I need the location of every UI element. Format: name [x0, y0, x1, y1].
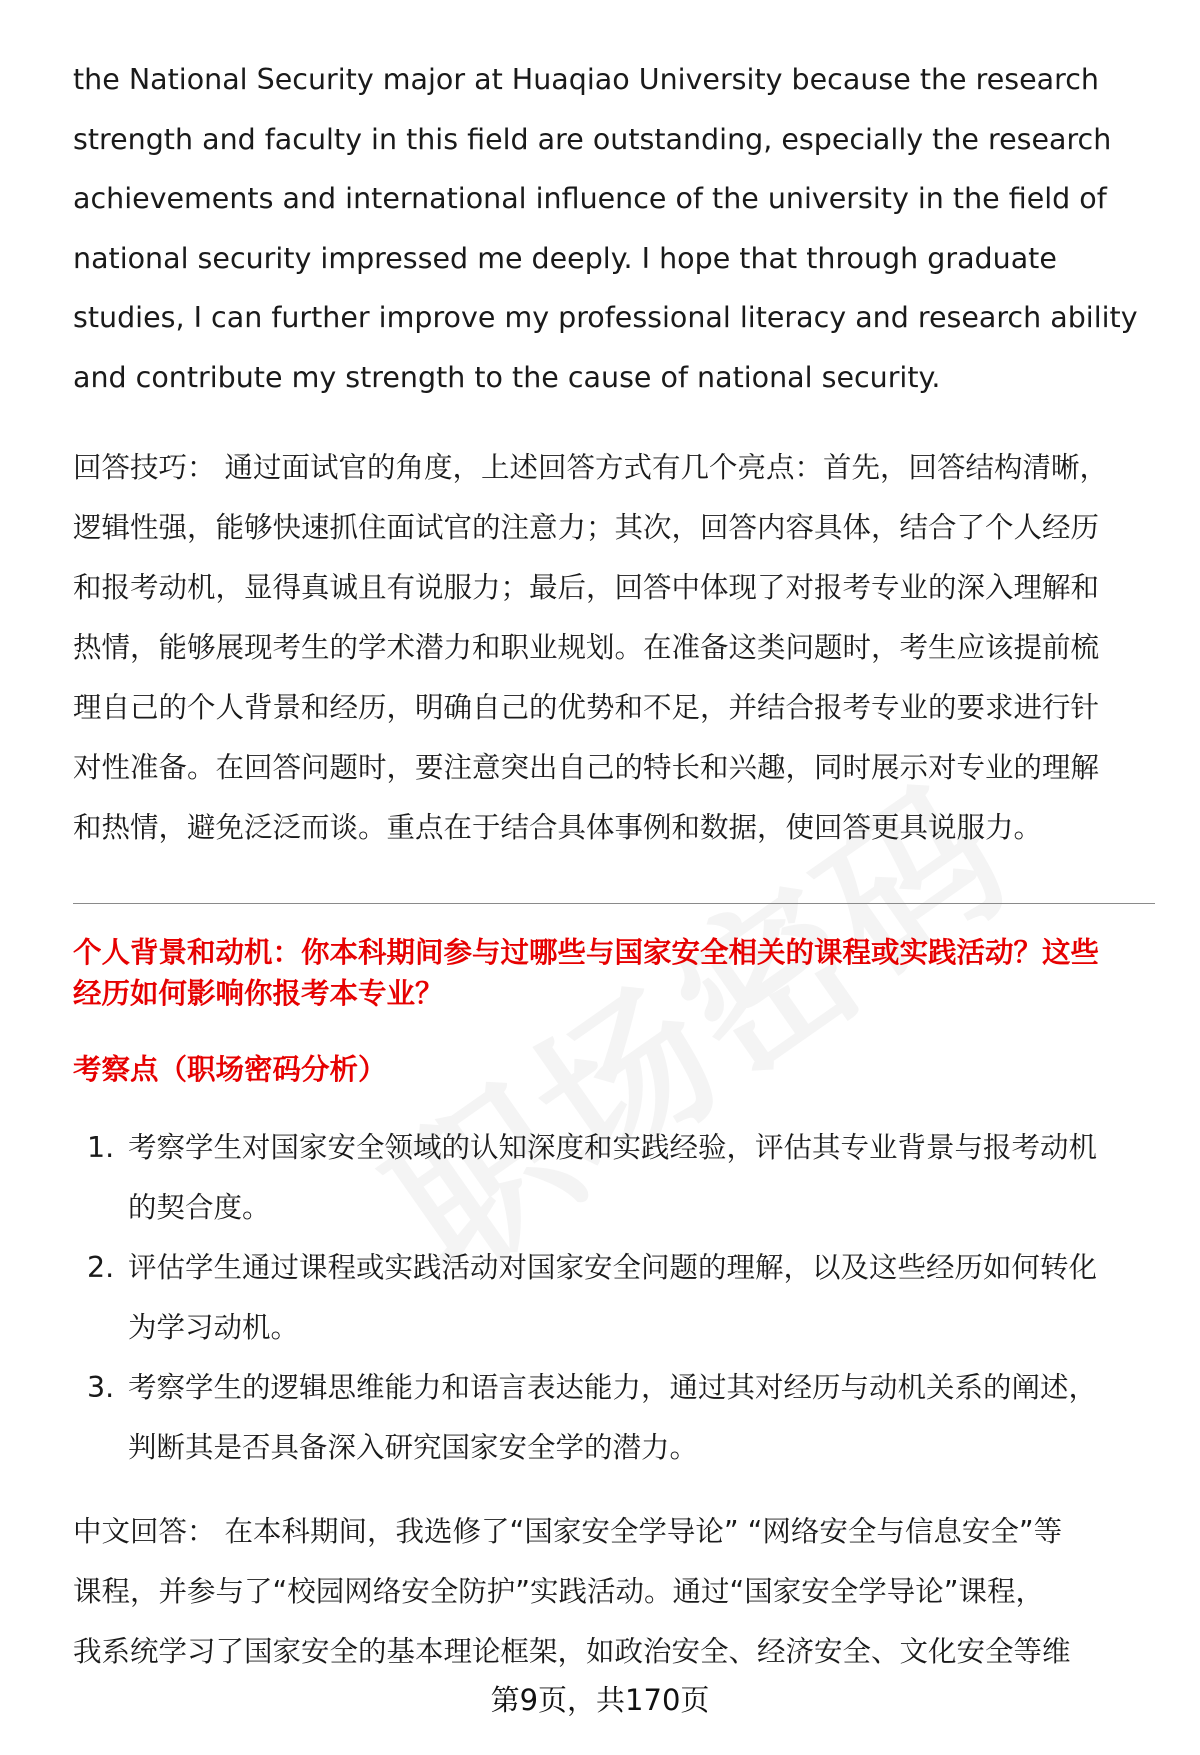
list-item-line: 考察学生对国家安全领域的认知深度和实践经验，评估其专业背景与报考动机: [128, 1131, 1098, 1164]
page-number-footer: 第9页，共170页: [490, 1683, 710, 1717]
question-line: 经历如何影响你报考本专业？: [73, 977, 444, 1010]
list-number: 2.: [87, 1251, 115, 1284]
question-line: 个人背景和动机：你本科期间参与过哪些与国家安全相关的课程或实践活动？这些: [73, 936, 1100, 969]
text-line: 中文回答： 在本科期间，我选修了“国家安全学导论” “网络安全与信息安全”等: [73, 1515, 1063, 1548]
text-line: 对性准备。在回答问题时，要注意突出自己的特长和兴趣，同时展示对专业的理解: [73, 751, 1100, 784]
list-item: [73, 1238, 1153, 1358]
list-item-line: 的契合度。: [128, 1191, 271, 1224]
text-line: 逻辑性强，能够快速抓住面试官的注意力；其次，回答内容具体，结合了个人经历: [73, 511, 1100, 544]
text-line: and contribute my strength to the cause of national security.: [73, 360, 941, 394]
text-line: 理自己的个人背景和经历，明确自己的优势和不足，并结合报考专业的要求进行针: [73, 691, 1100, 724]
kaocha-title: 考察点（职场密码分析）: [73, 1053, 387, 1086]
text-line: 和热情，避免泛泛而谈。重点在于结合具体事例和数据，使回答更具说服力。: [73, 811, 1043, 844]
text-line: 和报考动机，显得真诚且有说服力；最后，回答中体现了对报考专业的深入理解和: [73, 571, 1100, 604]
text-line: 回答技巧： 通过面试官的角度，上述回答方式有几个亮点：首先，回答结构清晰，: [73, 451, 1109, 484]
english-answer-paragraph: [73, 50, 1153, 407]
list-item: [73, 1358, 1153, 1478]
list-item-line: 考察学生的逻辑思维能力和语言表达能力，通过其对经历与动机关系的阐述，: [128, 1371, 1098, 1404]
text-line: studies, I can further improve my professional literacy and research ability: [73, 301, 1138, 334]
text-line: national security impressed me deeply. I hope that through graduate: [73, 241, 1057, 275]
answer-tips-paragraph: [73, 438, 1153, 858]
text-line: 课程，并参与了“校园网络安全防护”实践活动。通过“国家安全学导论”课程，: [73, 1575, 1045, 1608]
section-divider: [73, 903, 1155, 904]
question-heading: [73, 932, 1153, 1014]
text-line: achievements and international influence of the university in the field of: [73, 182, 1107, 215]
text-line: 热情，能够展现考生的学术潜力和职业规划。在准备这类问题时，考生应该提前梳: [73, 631, 1100, 664]
kaocha-list: [73, 1118, 1153, 1478]
list-item-line: 评估学生通过课程或实践活动对国家安全问题的理解，以及这些经历如何转化: [128, 1251, 1098, 1284]
list-item: [73, 1118, 1153, 1238]
text-line: the National Security major at Huaqiao University because the research: [73, 63, 1099, 96]
list-number: 3.: [87, 1371, 115, 1404]
list-number: 1.: [87, 1131, 115, 1164]
text-line: 我系统学习了国家安全的基本理论框架，如政治安全、经济安全、文化安全等维: [73, 1635, 1071, 1668]
chinese-answer-paragraph: [73, 1502, 1153, 1682]
list-item-line: 为学习动机。: [128, 1311, 300, 1344]
text-line: strength and faculty in this field are outstanding, especially the research: [73, 122, 1112, 156]
list-item-line: 判断其是否具备深入研究国家安全学的潜力。: [128, 1431, 699, 1464]
